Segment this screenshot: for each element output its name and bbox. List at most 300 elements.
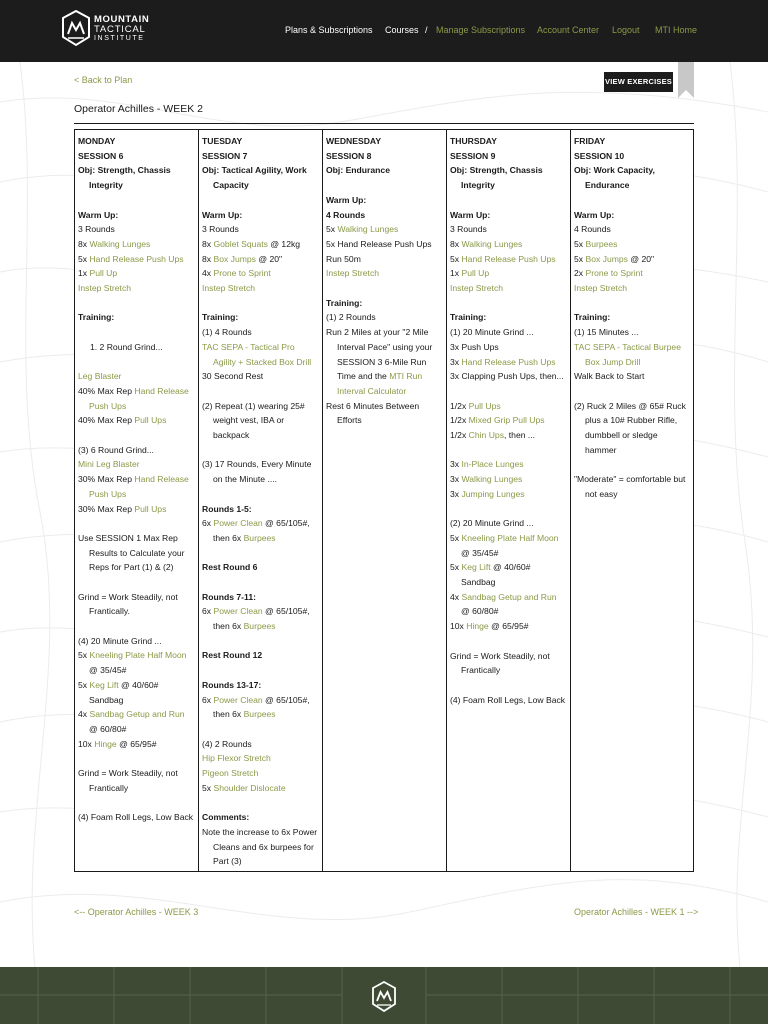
schedule-line bbox=[78, 163, 195, 192]
exercise-link[interactable]: Prone to Sprint bbox=[213, 268, 271, 279]
schedule-column-wednesday bbox=[323, 130, 447, 871]
schedule-text: Obj: Strength, Chassis Integrity bbox=[450, 165, 543, 191]
schedule-line bbox=[202, 149, 319, 164]
schedule-line bbox=[202, 310, 319, 325]
exercise-link[interactable]: Pull Up bbox=[89, 268, 118, 279]
schedule-line bbox=[78, 575, 195, 590]
schedule-line bbox=[78, 266, 195, 281]
exercise-link[interactable]: In-Place Lunges bbox=[461, 459, 524, 470]
schedule-line bbox=[574, 325, 690, 340]
schedule-line bbox=[202, 560, 319, 575]
schedule-text: Rounds 1-5: bbox=[202, 503, 252, 514]
schedule-line bbox=[202, 590, 319, 605]
exercise-link[interactable]: Instep Stretch bbox=[202, 283, 256, 294]
schedule-text: Warm Up: bbox=[202, 209, 243, 220]
schedule-text: Training: bbox=[574, 312, 611, 323]
schedule-line bbox=[202, 325, 319, 340]
schedule-column-monday bbox=[75, 130, 199, 871]
schedule-text: @ 65/105#, then 6x bbox=[213, 694, 310, 720]
schedule-text: (2) 20 Minute Grind ... bbox=[450, 518, 534, 529]
schedule-line bbox=[202, 252, 319, 267]
site-header bbox=[0, 0, 768, 62]
schedule-text: 3x bbox=[450, 356, 462, 367]
schedule-line bbox=[450, 163, 567, 192]
schedule-line bbox=[202, 766, 319, 781]
schedule-text: 5x bbox=[574, 253, 586, 264]
exercise-link[interactable]: Pull Ups bbox=[134, 503, 167, 514]
schedule-line bbox=[202, 487, 319, 502]
schedule-line bbox=[78, 325, 195, 340]
title-divider bbox=[74, 123, 694, 124]
exercise-link[interactable]: Keg Lift bbox=[461, 562, 491, 573]
schedule-line bbox=[450, 222, 567, 237]
nav-account-center[interactable]: Account Center bbox=[537, 25, 600, 35]
exercise-link[interactable]: Pull Up bbox=[461, 268, 490, 279]
schedule-text: (4) Foam Roll Legs, Low Back bbox=[450, 694, 566, 705]
schedule-text: 5x bbox=[450, 562, 462, 573]
schedule-text: Training: bbox=[202, 312, 239, 323]
schedule-line bbox=[78, 737, 195, 752]
exercise-link[interactable]: Chin Ups bbox=[468, 430, 504, 441]
schedule-line bbox=[202, 502, 319, 517]
schedule-line bbox=[202, 737, 319, 752]
nav-manage-subscriptions[interactable]: Manage Subscriptions bbox=[436, 25, 526, 35]
schedule-line bbox=[202, 193, 319, 208]
previous-week-link[interactable]: <-- Operator Achilles - WEEK 3 bbox=[74, 907, 199, 917]
schedule-line bbox=[450, 590, 567, 619]
exercise-link[interactable]: Hip Flexor Stretch bbox=[202, 753, 271, 764]
schedule-text: 3x bbox=[450, 474, 462, 485]
schedule-line bbox=[78, 340, 195, 355]
schedule-line bbox=[450, 678, 567, 693]
schedule-line bbox=[78, 707, 195, 736]
schedule-line bbox=[78, 810, 195, 825]
schedule-line bbox=[78, 413, 195, 428]
schedule-text: Warm Up: bbox=[78, 209, 119, 220]
schedule-text: WEDNESDAY bbox=[326, 136, 382, 146]
schedule-text: "Moderate" = comfortable but not easy bbox=[574, 474, 686, 499]
schedule-text: Note the increase to 6x Power Cleans and 6x burpees for Part (3) bbox=[202, 826, 318, 867]
schedule-text: Training: bbox=[450, 312, 487, 323]
view-exercises-button[interactable]: VIEW EXERCISES bbox=[604, 72, 673, 92]
schedule-line bbox=[326, 296, 443, 311]
schedule-line bbox=[450, 413, 567, 428]
schedule-line bbox=[78, 796, 195, 811]
schedule-line bbox=[450, 134, 567, 149]
exercise-link[interactable]: Sandbag Getup and Run bbox=[89, 709, 185, 720]
schedule-line bbox=[202, 795, 319, 810]
schedule-line bbox=[574, 384, 690, 399]
exercise-link[interactable]: Burpees bbox=[585, 238, 618, 249]
schedule-text: 5x bbox=[450, 253, 462, 264]
exercise-link[interactable]: Pigeon Stretch bbox=[202, 768, 259, 779]
schedule-text: (4) 2 Rounds bbox=[202, 738, 252, 749]
schedule-line bbox=[202, 810, 319, 825]
schedule-line bbox=[450, 531, 567, 560]
nav-plans-subscriptions[interactable]: Plans & Subscriptions bbox=[285, 25, 373, 35]
exercise-link[interactable]: Instep Stretch bbox=[574, 283, 628, 294]
schedule-text: 5x Hand Release Push Ups bbox=[326, 238, 432, 249]
schedule-line bbox=[78, 648, 195, 677]
exercise-link[interactable]: Burpees bbox=[243, 621, 276, 632]
mti-logo-icon[interactable] bbox=[62, 10, 90, 48]
schedule-text: Run 2 Miles at your "2 Mile Interval Pace" using your SESSION 3 6-Mile Run Time and the bbox=[326, 327, 433, 382]
schedule-text: Grind = Work Steadily, not Frantically bbox=[78, 768, 178, 793]
schedule-line bbox=[78, 252, 195, 267]
schedule-line bbox=[202, 134, 319, 149]
schedule-line bbox=[326, 399, 443, 428]
schedule-text: @ 65/105#, then 6x bbox=[213, 518, 310, 543]
schedule-line bbox=[450, 369, 567, 384]
schedule-text: (1) 20 Minute Grind ... bbox=[450, 327, 534, 338]
schedule-line bbox=[574, 208, 690, 223]
schedule-text: Grind = Work Steadily, not Frantically. bbox=[78, 591, 178, 617]
schedule-text: (3) 17 Rounds, Every Minute on the Minute .... bbox=[202, 459, 312, 485]
schedule-line bbox=[574, 237, 690, 252]
schedule-line bbox=[78, 766, 195, 795]
schedule-text: (1) 2 Rounds bbox=[326, 312, 376, 323]
schedule-line bbox=[574, 193, 690, 208]
schedule-line bbox=[78, 222, 195, 237]
schedule-text: 40% Max Rep bbox=[78, 415, 135, 426]
schedule-text: (1) 15 Minutes ... bbox=[574, 327, 639, 338]
schedule-line bbox=[574, 340, 690, 369]
exercise-link[interactable]: Burpees bbox=[243, 709, 276, 720]
schedule-line bbox=[450, 634, 567, 649]
schedule-text: (4) 20 Minute Grind ... bbox=[78, 635, 162, 646]
schedule-line bbox=[574, 310, 690, 325]
nav-mti-home[interactable]: MTI Home bbox=[655, 25, 698, 35]
schedule-line bbox=[574, 222, 690, 237]
schedule-text: Rounds 13-17: bbox=[202, 679, 262, 690]
schedule-line bbox=[202, 678, 319, 693]
footer-logo-icon[interactable] bbox=[372, 981, 396, 1013]
schedule-text: Rest 6 Minutes Between Efforts bbox=[326, 400, 420, 426]
schedule-line bbox=[202, 237, 319, 252]
schedule-line bbox=[202, 340, 319, 369]
schedule-text: 3x Push Ups bbox=[450, 341, 499, 352]
schedule-text: (3) 6 Round Grind... bbox=[78, 444, 154, 455]
schedule-text: 1. 2 Round Grind... bbox=[90, 341, 163, 352]
schedule-text: MONDAY bbox=[78, 136, 116, 146]
schedule-text: Comments: bbox=[202, 812, 250, 823]
schedule-line bbox=[450, 502, 567, 517]
schedule-text: 5x bbox=[574, 238, 586, 249]
schedule-line bbox=[326, 178, 443, 193]
schedule-text: Obj: Strength, Chassis Integrity bbox=[78, 165, 171, 191]
schedule-line bbox=[78, 296, 195, 311]
schedule-line bbox=[450, 384, 567, 399]
logo-line-1: MOUNTAIN bbox=[94, 14, 150, 25]
schedule-text: @ 60/80# bbox=[461, 606, 499, 617]
schedule-line bbox=[78, 428, 195, 443]
schedule-line bbox=[202, 693, 319, 722]
exercise-link[interactable]: Pull Ups bbox=[134, 415, 167, 426]
page-title: Operator Achilles - WEEK 2 bbox=[74, 103, 203, 115]
schedule-line bbox=[574, 472, 690, 501]
exercise-link[interactable]: Walking Lunges bbox=[461, 238, 523, 249]
exercise-link[interactable]: Power Clean bbox=[213, 518, 263, 529]
schedule-text: Obj: Tactical Agility, Work Capacity bbox=[202, 165, 307, 191]
schedule-text: 8x bbox=[202, 238, 214, 249]
exercise-link[interactable]: Box Jumps bbox=[213, 253, 256, 264]
schedule-text: , then ... bbox=[504, 430, 536, 441]
schedule-text: 6x bbox=[202, 606, 214, 617]
exercise-link[interactable]: Power Clean bbox=[213, 694, 263, 705]
schedule-line bbox=[326, 134, 443, 149]
schedule-line bbox=[202, 399, 319, 443]
schedule-text: 6x bbox=[202, 694, 214, 705]
schedule-text: @ 20" bbox=[627, 253, 655, 264]
exercise-link[interactable]: Jumping Lunges bbox=[461, 488, 525, 499]
schedule-text: 3x bbox=[450, 488, 462, 499]
schedule-text: SESSION 7 bbox=[202, 150, 248, 161]
schedule-line bbox=[574, 369, 690, 384]
schedule-text: 8x bbox=[450, 238, 462, 249]
schedule-text: 4x bbox=[202, 268, 214, 279]
logo-line-3: INSTITUTE bbox=[94, 35, 145, 42]
schedule-text: 2x bbox=[574, 268, 586, 279]
schedule-text: Warm Up: bbox=[450, 209, 491, 220]
schedule-text: 5x bbox=[78, 650, 90, 661]
schedule-column-thursday bbox=[447, 130, 571, 871]
schedule-line bbox=[450, 472, 567, 487]
schedule-line bbox=[78, 355, 195, 370]
schedule-line bbox=[202, 163, 319, 192]
schedule-text: 6x bbox=[202, 518, 214, 529]
back-to-plan-link[interactable]: < Back to Plan bbox=[74, 75, 133, 85]
schedule-line bbox=[574, 266, 690, 281]
schedule-line bbox=[450, 266, 567, 281]
schedule-text: @ 60/80# bbox=[89, 724, 127, 734]
schedule-line bbox=[202, 369, 319, 384]
schedule-text: SESSION 9 bbox=[450, 150, 496, 161]
exercise-link[interactable]: Kneeling Plate Half Moon bbox=[89, 650, 187, 661]
exercise-link[interactable]: Hand Release Push Ups bbox=[89, 474, 189, 499]
schedule-text: Obj: Work Capacity, Endurance bbox=[574, 165, 655, 191]
schedule-text: 3 Rounds bbox=[202, 224, 239, 235]
schedule-line bbox=[202, 443, 319, 458]
schedule-line bbox=[78, 369, 195, 384]
schedule-line bbox=[326, 149, 443, 164]
exercise-link[interactable]: Shoulder Dislocate bbox=[213, 782, 286, 793]
exercise-link[interactable]: Leg Blaster bbox=[78, 371, 122, 382]
exercise-link[interactable]: TAC SEPA - Tactical Pro Agility + Stacked Box Drill bbox=[202, 341, 312, 367]
schedule-line bbox=[78, 237, 195, 252]
schedule-line bbox=[78, 208, 195, 223]
schedule-line bbox=[450, 310, 567, 325]
schedule-text: @ 65/105#, then 6x bbox=[213, 606, 310, 632]
schedule-line bbox=[450, 193, 567, 208]
schedule-text: 8x bbox=[202, 253, 214, 264]
schedule-line bbox=[202, 781, 319, 796]
schedule-line bbox=[202, 457, 319, 486]
schedule-text: Use SESSION 1 Max Rep Results to Calculate your Reps for Part (1) & (2) bbox=[78, 532, 185, 573]
exercise-link[interactable]: Hand Release Push Ups bbox=[89, 385, 189, 411]
schedule-text: 30% Max Rep bbox=[78, 474, 135, 485]
schedule-line bbox=[574, 399, 690, 458]
schedule-line bbox=[450, 355, 567, 370]
exercise-link[interactable]: Hand Release Push Ups bbox=[461, 356, 556, 367]
schedule-line bbox=[326, 266, 443, 281]
exercise-link[interactable]: Kneeling Plate Half Moon bbox=[461, 532, 559, 543]
schedule-text: SESSION 8 bbox=[326, 150, 372, 161]
schedule-text: Run 50m bbox=[326, 253, 361, 264]
schedule-line bbox=[326, 163, 443, 178]
schedule-line bbox=[450, 340, 567, 355]
schedule-text: THURSDAY bbox=[450, 136, 497, 146]
schedule-line bbox=[450, 443, 567, 458]
exercise-link[interactable]: Sandbag Getup and Run bbox=[461, 591, 557, 602]
schedule-line bbox=[450, 487, 567, 502]
schedule-text: Grind = Work Steadily, not Frantically bbox=[450, 650, 550, 676]
schedule-line bbox=[326, 222, 443, 237]
schedule-line bbox=[78, 678, 195, 707]
schedule-text: Warm Up: bbox=[326, 194, 367, 205]
schedule-line bbox=[78, 472, 195, 501]
schedule-line bbox=[574, 457, 690, 472]
schedule-text: 3x Clapping Push Ups, then... bbox=[450, 371, 564, 382]
exercise-link[interactable]: Hand Release Push Ups bbox=[89, 253, 184, 264]
schedule-text: Training: bbox=[78, 312, 115, 323]
schedule-line bbox=[78, 384, 195, 413]
schedule-line bbox=[574, 149, 690, 164]
schedule-column-friday bbox=[571, 130, 693, 871]
exercise-link[interactable]: Box Jumps bbox=[585, 253, 628, 264]
site-footer bbox=[0, 967, 768, 1024]
schedule-line bbox=[202, 663, 319, 678]
schedule-text: 4x bbox=[78, 709, 90, 720]
exercise-link[interactable]: Hinge bbox=[466, 621, 489, 632]
exercise-link[interactable]: Keg Lift bbox=[89, 679, 119, 690]
schedule-line bbox=[574, 252, 690, 267]
schedule-text: Rounds 7-11: bbox=[202, 591, 256, 602]
schedule-line bbox=[202, 281, 319, 296]
nav-separator: / bbox=[425, 25, 428, 35]
schedule-line bbox=[78, 193, 195, 208]
schedule-text: 1/2x bbox=[450, 430, 469, 441]
schedule-text: @ 20" bbox=[255, 253, 283, 264]
schedule-line bbox=[450, 208, 567, 223]
schedule-text: (1) 4 Rounds bbox=[202, 327, 252, 338]
logo-wordmark[interactable] bbox=[94, 15, 149, 44]
schedule-text: SESSION 6 bbox=[78, 150, 124, 161]
schedule-line bbox=[202, 722, 319, 737]
exercise-link[interactable]: Instep Stretch bbox=[326, 268, 380, 279]
schedule-text: 10x bbox=[78, 738, 95, 749]
schedule-line bbox=[78, 751, 195, 766]
nav-courses[interactable]: Courses bbox=[385, 25, 419, 35]
exercise-link[interactable]: Pull Ups bbox=[468, 400, 501, 411]
schedule-line bbox=[450, 619, 567, 634]
schedule-line bbox=[202, 384, 319, 399]
exercise-link[interactable]: Goblet Squats bbox=[213, 238, 268, 249]
schedule-text: Training: bbox=[326, 297, 363, 308]
exercise-link[interactable]: Instep Stretch bbox=[450, 283, 504, 294]
schedule-line bbox=[326, 310, 443, 325]
schedule-line bbox=[202, 825, 319, 869]
schedule-line bbox=[326, 281, 443, 296]
schedule-line bbox=[202, 516, 319, 545]
schedule-text: TUESDAY bbox=[202, 136, 243, 146]
schedule-line bbox=[326, 325, 443, 399]
schedule-line bbox=[78, 310, 195, 325]
schedule-line bbox=[202, 266, 319, 281]
nav-logout[interactable]: Logout bbox=[612, 25, 640, 35]
exercise-link[interactable]: Hand Release Push Ups bbox=[461, 253, 556, 264]
exercise-link[interactable]: Walking Lunges bbox=[89, 238, 151, 249]
schedule-text: 3 Rounds bbox=[78, 224, 115, 235]
schedule-line bbox=[78, 619, 195, 634]
schedule-text: @ 40/60# Sandbag bbox=[89, 679, 159, 705]
schedule-text: 10x bbox=[450, 621, 467, 632]
schedule-text: 5x bbox=[326, 224, 338, 235]
schedule-text: 3x bbox=[450, 459, 462, 470]
schedule-line bbox=[450, 252, 567, 267]
schedule-line bbox=[202, 296, 319, 311]
schedule-line bbox=[450, 237, 567, 252]
schedule-line bbox=[450, 428, 567, 443]
exercise-link[interactable]: Burpees bbox=[243, 532, 276, 543]
exercise-link[interactable]: Prone to Sprint bbox=[585, 268, 643, 279]
schedule-text: 4 Rounds bbox=[574, 224, 611, 235]
exercise-link[interactable]: Instep Stretch bbox=[78, 283, 132, 294]
schedule-line bbox=[574, 296, 690, 311]
schedule-line bbox=[450, 516, 567, 531]
schedule-line bbox=[450, 399, 567, 414]
bookmark-icon[interactable] bbox=[678, 62, 694, 98]
schedule-line bbox=[202, 575, 319, 590]
schedule-line bbox=[450, 693, 567, 708]
schedule-line bbox=[78, 634, 195, 649]
schedule-line bbox=[574, 163, 690, 192]
schedule-text: @ 35/45# bbox=[89, 665, 127, 676]
schedule-line bbox=[450, 649, 567, 678]
schedule-text: @ 12kg bbox=[267, 238, 301, 249]
exercise-link[interactable]: Mixed Grip Pull Ups bbox=[468, 415, 545, 426]
schedule-text: 30 Second Rest bbox=[202, 371, 264, 382]
schedule-line bbox=[450, 149, 567, 164]
schedule-line bbox=[450, 560, 567, 589]
schedule-text: 4 Rounds bbox=[326, 209, 366, 220]
schedule-text: (2) Ruck 2 Miles @ 65# Ruck plus a 10# Rubber Rifle, dumbbell or sledge hammer bbox=[574, 400, 686, 455]
next-week-link[interactable]: Operator Achilles - WEEK 1 --> bbox=[574, 907, 699, 917]
schedule-line bbox=[202, 604, 319, 633]
schedule-line bbox=[202, 208, 319, 223]
schedule-text: 4x bbox=[450, 591, 462, 602]
exercise-link[interactable]: Power Clean bbox=[213, 606, 263, 617]
schedule-line bbox=[78, 590, 195, 619]
schedule-line bbox=[78, 457, 195, 472]
exercise-link[interactable]: Mini Leg Blaster bbox=[78, 459, 140, 470]
schedule-text: @ 40/60# Sandbag bbox=[461, 562, 531, 588]
schedule-text: Warm Up: bbox=[574, 209, 615, 220]
schedule-line bbox=[326, 193, 443, 208]
exercise-link[interactable]: MTI Run Interval Calculator bbox=[337, 371, 423, 396]
exercise-link[interactable]: Hinge bbox=[94, 738, 117, 749]
schedule-column-tuesday bbox=[199, 130, 323, 871]
exercise-link[interactable]: Walking Lunges bbox=[337, 224, 399, 235]
schedule-line bbox=[78, 149, 195, 164]
schedule-text: @ 35/45# bbox=[461, 547, 499, 558]
schedule-line bbox=[202, 634, 319, 649]
exercise-link[interactable]: TAC SEPA - Tactical Burpee Box Jump Drill bbox=[574, 341, 681, 367]
schedule-line bbox=[78, 516, 195, 531]
schedule-text: @ 65/95# bbox=[116, 738, 157, 749]
schedule-text: Obj: Endurance bbox=[326, 165, 390, 176]
exercise-link[interactable]: Walking Lunges bbox=[461, 474, 523, 485]
schedule-text: FRIDAY bbox=[574, 136, 606, 146]
